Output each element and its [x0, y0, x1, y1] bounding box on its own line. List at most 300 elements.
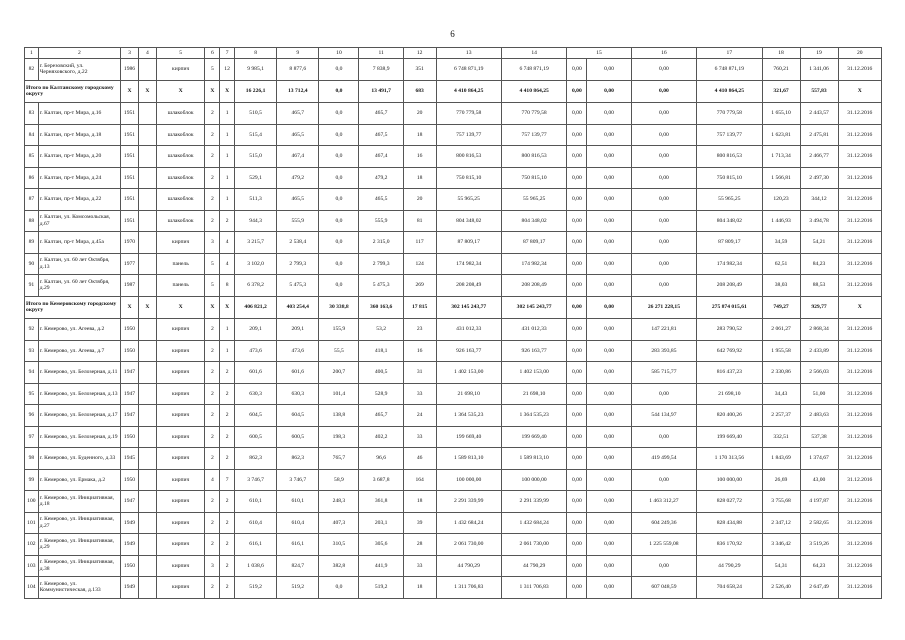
table-cell: 87 809,17 — [501, 232, 566, 254]
table-cell: кирпич — [156, 319, 205, 341]
table-cell: 467,5 — [359, 124, 403, 146]
table-cell: 926 163,77 — [436, 340, 501, 362]
table-cell: 406 821,2 — [234, 296, 276, 319]
table-cell: 30 338,8 — [319, 296, 359, 319]
table-cell: 1950 — [121, 555, 139, 577]
table-cell: 200,7 — [319, 362, 359, 384]
table-cell: 0,00 — [567, 577, 587, 599]
table-cell: 117 — [403, 232, 436, 254]
table-cell: 100 000,00 — [436, 469, 501, 491]
table-cell: 46 — [403, 448, 436, 470]
table-cell: 519,2 — [359, 577, 403, 599]
table-cell: 2 — [220, 383, 235, 405]
table-cell: 4 197,87 — [800, 491, 838, 513]
column-header: 8 — [234, 48, 276, 59]
table-cell: 96,6 — [359, 448, 403, 470]
table-cell: 862,3 — [234, 448, 276, 470]
table-cell: 0,00 — [567, 362, 587, 384]
table-cell: 199 669,40 — [501, 426, 566, 448]
table-cell: 51,00 — [800, 383, 838, 405]
table-cell: 800 816,53 — [436, 146, 501, 168]
table-cell: 749,27 — [762, 296, 800, 319]
row-number: 91 — [25, 275, 39, 297]
table-cell: 0,00 — [567, 232, 587, 254]
table-cell: 18 — [403, 124, 436, 146]
table-cell: 1 374,67 — [800, 448, 838, 470]
address-cell: г. Кемерово, ул. Инициативная, д.27 — [38, 512, 120, 534]
table-cell: 0,00 — [587, 59, 631, 81]
table-row — [25, 210, 882, 232]
table-cell: 610,4 — [277, 512, 319, 534]
table-cell: 84,23 — [800, 253, 838, 275]
table-cell: 0,00 — [567, 210, 587, 232]
table-cell: 944,3 — [234, 210, 276, 232]
table-cell: 0,0 — [319, 80, 359, 103]
address-cell: г. Кемерово, ул. Агеева, д.7 — [38, 340, 120, 362]
table-cell: 431 012,33 — [501, 319, 566, 341]
table-cell: 4 410 864,25 — [436, 80, 501, 103]
row-number: 104 — [25, 577, 39, 599]
table-cell: 0,00 — [631, 189, 696, 211]
table-row — [25, 426, 882, 448]
table-cell: 382,8 — [319, 555, 359, 577]
table-cell: 1949 — [121, 512, 139, 534]
address-cell: г. Кемерово, ул. Инициативная, д.38 — [38, 555, 120, 577]
table-cell: 601,6 — [277, 362, 319, 384]
table-cell: 0,00 — [587, 80, 631, 103]
table-cell: 3 746,7 — [277, 469, 319, 491]
table-cell: 0,00 — [587, 426, 631, 448]
table-cell: 0,00 — [631, 210, 696, 232]
table-cell: 31.12.2016 — [838, 319, 881, 341]
address-cell: г. Калтан, ул. 60 лет Октября, д.29 — [38, 275, 120, 297]
table-cell: 515,4 — [234, 124, 276, 146]
table-cell: 31 — [403, 362, 436, 384]
table-cell: 1 589 813,10 — [436, 448, 501, 470]
table-cell: 0,00 — [587, 405, 631, 427]
table-cell: 1987 — [121, 275, 139, 297]
table-cell: 269 — [403, 275, 436, 297]
table-cell: 0,00 — [567, 491, 587, 513]
table-cell: 465,7 — [277, 103, 319, 125]
table-row — [25, 124, 882, 146]
table-cell: 31.12.2016 — [838, 534, 881, 556]
table-cell: 601,6 — [234, 362, 276, 384]
table-cell: 610,4 — [234, 512, 276, 534]
table-cell: 13 491,7 — [359, 80, 403, 103]
table-cell: 467,4 — [277, 146, 319, 168]
column-header: 6 — [205, 48, 220, 59]
table-cell: 18 — [403, 577, 436, 599]
table-cell: 17 815 — [403, 296, 436, 319]
table-cell: 1 364 535,23 — [501, 405, 566, 427]
table-cell: 31.12.2016 — [838, 469, 881, 491]
table-cell: 3 102,0 — [234, 253, 276, 275]
table-cell: кирпич — [156, 469, 205, 491]
table-cell: 2 526,40 — [762, 577, 800, 599]
address-cell: г. Кемерово, ул. Буденного, д.33 — [38, 448, 120, 470]
table-cell: 64,23 — [800, 555, 838, 577]
table-cell: 3 755,68 — [762, 491, 800, 513]
table-cell: 2 — [220, 448, 235, 470]
table-cell — [138, 383, 156, 405]
table-cell: 630,3 — [277, 383, 319, 405]
table-cell: 3 346,42 — [762, 534, 800, 556]
table-row — [25, 189, 882, 211]
table-cell: 44 790,29 — [501, 555, 566, 577]
table-cell: 21 698,10 — [697, 383, 762, 405]
table-row — [25, 253, 882, 275]
address-cell: г. Кемерово, ул. Коммунистическая, д.133 — [38, 577, 120, 599]
table-cell: 18 — [403, 491, 436, 513]
row-number: 88 — [25, 210, 39, 232]
table-cell: 198,3 — [319, 426, 359, 448]
table-cell: 54,21 — [800, 232, 838, 254]
table-cell: 2 799,3 — [359, 253, 403, 275]
table-cell: 2 483,63 — [800, 405, 838, 427]
table-cell: 0,00 — [631, 232, 696, 254]
table-cell: 607 048,59 — [631, 577, 696, 599]
table-cell — [138, 448, 156, 470]
address-cell: г. Кемерово, ул. Агеева, д.2 — [38, 319, 120, 341]
table-cell: 0,00 — [587, 103, 631, 125]
table-cell: 2 315,0 — [359, 232, 403, 254]
row-number: 97 — [25, 426, 39, 448]
table-cell: 0,00 — [587, 362, 631, 384]
table-cell: 836 170,92 — [697, 534, 762, 556]
table-row — [25, 146, 882, 168]
table-cell: 6 748 871,19 — [501, 59, 566, 81]
table-cell: 0,00 — [567, 405, 587, 427]
table-cell: 0,00 — [567, 296, 587, 319]
table-cell: 3 215,7 — [234, 232, 276, 254]
table-cell: 1951 — [121, 167, 139, 189]
table-cell: 0,00 — [631, 253, 696, 275]
table-cell: 770 779,58 — [697, 103, 762, 125]
column-header: 13 — [436, 48, 501, 59]
table-cell: 750 815,10 — [436, 167, 501, 189]
table-cell: 862,3 — [277, 448, 319, 470]
table-cell — [138, 426, 156, 448]
table-cell: 0,0 — [319, 124, 359, 146]
table-cell: кирпич — [156, 577, 205, 599]
table-cell: 2 — [205, 512, 220, 534]
table-cell: 31.12.2016 — [838, 555, 881, 577]
table-cell: 31.12.2016 — [838, 210, 881, 232]
table-cell: 31.12.2016 — [838, 577, 881, 599]
table-cell: 0,00 — [587, 555, 631, 577]
table-cell: кирпич — [156, 491, 205, 513]
table-cell: 0,00 — [587, 491, 631, 513]
table-cell: 4 410 864,25 — [501, 80, 566, 103]
table-cell — [138, 103, 156, 125]
table-cell: 2 — [205, 146, 220, 168]
table-cell: 0,00 — [631, 80, 696, 103]
table-cell: 0,00 — [567, 426, 587, 448]
table-cell: 0,00 — [631, 124, 696, 146]
table-cell — [138, 555, 156, 577]
table-cell: 479,2 — [359, 167, 403, 189]
table-cell: 3 746,7 — [234, 469, 276, 491]
table-cell: 5 — [205, 59, 220, 81]
table-cell: 804 348,02 — [436, 210, 501, 232]
table-cell: 53,2 — [359, 319, 403, 341]
table-cell: 1 402 153,00 — [501, 362, 566, 384]
column-header: 2 — [38, 48, 120, 59]
address-cell: г. Калтан, ул. Комсомольская, д.67 — [38, 210, 120, 232]
table-cell: 54,31 — [762, 555, 800, 577]
table-cell: 683 — [403, 80, 436, 103]
table-cell: 164 — [403, 469, 436, 491]
table-cell: 1 311 706,83 — [501, 577, 566, 599]
table-cell: 310,5 — [319, 534, 359, 556]
table-cell: 5 475,3 — [359, 275, 403, 297]
table-cell: 604,5 — [234, 405, 276, 427]
table-cell: 400,5 — [359, 362, 403, 384]
table-cell: 2 061,27 — [762, 319, 800, 341]
table-cell: 2 — [205, 577, 220, 599]
subtotal-row — [25, 296, 882, 319]
table-cell: 199 669,40 — [697, 426, 762, 448]
table-cell: 9 985,1 — [234, 59, 276, 81]
table-cell: 0,0 — [319, 275, 359, 297]
table-cell: 2 — [220, 405, 235, 427]
table-cell: 21 698,10 — [501, 383, 566, 405]
table-cell: X — [121, 80, 139, 103]
table-cell: 519,2 — [277, 577, 319, 599]
table-cell: 3 — [205, 555, 220, 577]
table-cell: 2 — [220, 512, 235, 534]
table-cell: 757 139,77 — [697, 124, 762, 146]
table-cell: 770 779,58 — [436, 103, 501, 125]
row-number: 87 — [25, 189, 39, 211]
row-number: 86 — [25, 167, 39, 189]
table-cell: 1 655,10 — [762, 103, 800, 125]
table-cell: кирпич — [156, 512, 205, 534]
table-cell: 465,5 — [277, 189, 319, 211]
table-cell: 16 — [403, 340, 436, 362]
table-cell: 248,3 — [319, 491, 359, 513]
table-cell: 0,00 — [567, 512, 587, 534]
address-cell: г. Кемерово, ул. Инициативная, д.18 — [38, 491, 120, 513]
table-cell: 20 — [403, 103, 436, 125]
row-number: 83 — [25, 103, 39, 125]
table-cell: 0,00 — [567, 80, 587, 103]
table-cell — [138, 210, 156, 232]
table-cell: 344,12 — [800, 189, 838, 211]
table-cell: 3 687,8 — [359, 469, 403, 491]
table-cell: 2 — [205, 491, 220, 513]
table-cell: 58,9 — [319, 469, 359, 491]
table-cell — [138, 59, 156, 81]
table-cell: 2 497,30 — [800, 167, 838, 189]
table-cell: 765,7 — [319, 448, 359, 470]
table-cell: 155,9 — [319, 319, 359, 341]
table-cell: 20 — [403, 189, 436, 211]
row-number: 92 — [25, 319, 39, 341]
table-cell: 642 769,92 — [697, 340, 762, 362]
table-cell: 0,0 — [319, 146, 359, 168]
table-cell: 208 208,49 — [697, 275, 762, 297]
table-cell: 1945 — [121, 448, 139, 470]
table-cell: 43,00 — [800, 469, 838, 491]
table-cell: 0,00 — [587, 253, 631, 275]
table-cell: 0,00 — [631, 275, 696, 297]
table-cell: 2 — [220, 210, 235, 232]
table-cell: 283 790,52 — [697, 319, 762, 341]
table-cell: 62,51 — [762, 253, 800, 275]
table-cell: 473,6 — [277, 340, 319, 362]
table-cell: 929,77 — [800, 296, 838, 319]
table-cell: 124 — [403, 253, 436, 275]
table-cell: 1986 — [121, 59, 139, 81]
table-cell: 2 — [205, 383, 220, 405]
table-cell: 1947 — [121, 405, 139, 427]
table-cell: панель — [156, 275, 205, 297]
table-cell: 1970 — [121, 232, 139, 254]
table-cell: 34,59 — [762, 232, 800, 254]
table-cell: X — [838, 80, 881, 103]
table-row — [25, 448, 882, 470]
table-cell: 0,00 — [567, 319, 587, 341]
table-row — [25, 534, 882, 556]
table-cell: 100 000,00 — [697, 469, 762, 491]
table-cell: 0,0 — [319, 103, 359, 125]
table-cell: 0,00 — [567, 146, 587, 168]
table-cell: 0,00 — [587, 124, 631, 146]
table-cell: 1950 — [121, 426, 139, 448]
table-cell: 26,69 — [762, 469, 800, 491]
table-cell: 1 — [220, 319, 235, 341]
table-cell: 750 815,10 — [697, 167, 762, 189]
table-cell: 2 — [220, 491, 235, 513]
table-cell: 87 809,17 — [697, 232, 762, 254]
table-cell: 473,6 — [234, 340, 276, 362]
table-cell: 824,7 — [277, 555, 319, 577]
table-cell: 209,1 — [234, 319, 276, 341]
table-cell: 2 291 339,99 — [501, 491, 566, 513]
table-cell: 16 — [403, 146, 436, 168]
table-cell: 33 — [403, 426, 436, 448]
header-row — [25, 48, 882, 59]
table-cell: 537,38 — [800, 426, 838, 448]
column-header: 14 — [501, 48, 566, 59]
table-cell: 600,5 — [234, 426, 276, 448]
table-row — [25, 232, 882, 254]
table-cell: 44 790,29 — [436, 555, 501, 577]
table-row — [25, 577, 882, 599]
table-cell: шлакоблок — [156, 124, 205, 146]
table-cell: 3 494,78 — [800, 210, 838, 232]
table-cell: 1951 — [121, 124, 139, 146]
table-cell: 770 779,58 — [501, 103, 566, 125]
column-header: 11 — [359, 48, 403, 59]
table-cell: 585 715,77 — [631, 362, 696, 384]
table-cell: 5 475,3 — [277, 275, 319, 297]
table-cell: 360 163,6 — [359, 296, 403, 319]
table-cell: 465,5 — [359, 189, 403, 211]
table-cell: 1 — [220, 146, 235, 168]
table-cell: 31.12.2016 — [838, 275, 881, 297]
table-cell — [138, 146, 156, 168]
column-header: 3 — [121, 48, 139, 59]
table-cell: 1 463 312,27 — [631, 491, 696, 513]
table-cell: X — [205, 80, 220, 103]
table-cell: 31.12.2016 — [838, 340, 881, 362]
table-cell — [138, 189, 156, 211]
subtotal-label: Итого по Калтанскому городскому округу — [25, 80, 121, 103]
table-cell: 1951 — [121, 210, 139, 232]
column-header: 1 — [25, 48, 39, 59]
table-cell: 0,00 — [567, 189, 587, 211]
table-cell: 407,3 — [319, 512, 359, 534]
table-cell: 926 163,77 — [501, 340, 566, 362]
table-cell: кирпич — [156, 534, 205, 556]
table-cell — [138, 340, 156, 362]
table-cell: 804 348,02 — [501, 210, 566, 232]
table-cell: 8 877,6 — [277, 59, 319, 81]
table-cell: 0,0 — [319, 210, 359, 232]
address-cell: г. Кемерово, ул. Инициативная, д.29 — [38, 534, 120, 556]
table-cell: 38,03 — [762, 275, 800, 297]
table-cell: 21 698,10 — [436, 383, 501, 405]
table-cell: 2 538,4 — [277, 232, 319, 254]
table-cell: 1 713,34 — [762, 146, 800, 168]
table-row — [25, 319, 882, 341]
table-cell: X — [838, 296, 881, 319]
table-cell — [138, 405, 156, 427]
table-cell: 2 — [205, 189, 220, 211]
table-cell: 800 816,53 — [501, 146, 566, 168]
table-cell: 1950 — [121, 319, 139, 341]
table-cell: 31.12.2016 — [838, 146, 881, 168]
table-row — [25, 59, 882, 81]
table-cell: 2 — [205, 534, 220, 556]
address-cell: г. Кемерово, ул. Белозерная, д.19 — [38, 426, 120, 448]
table-cell: 1 170 313,56 — [697, 448, 762, 470]
table-cell: 0,00 — [587, 296, 631, 319]
table-cell: 283 393,85 — [631, 340, 696, 362]
table-cell: 750 815,10 — [501, 167, 566, 189]
table-cell: 31.12.2016 — [838, 405, 881, 427]
table-cell: 2 582,65 — [800, 512, 838, 534]
table-cell: 604 249,36 — [631, 512, 696, 534]
table-cell: 1 311 706,83 — [436, 577, 501, 599]
subtotal-label: Итого по Кемеровскому городскому округу — [25, 296, 121, 319]
table-cell: 2 — [205, 405, 220, 427]
table-cell: 275 874 015,61 — [697, 296, 762, 319]
table-cell: 0,00 — [567, 253, 587, 275]
table-cell — [138, 319, 156, 341]
table-cell: 2 — [205, 426, 220, 448]
table-cell: 519,2 — [234, 577, 276, 599]
table-cell: 0,00 — [567, 124, 587, 146]
table-cell: 2 433,89 — [800, 340, 838, 362]
table-cell — [138, 577, 156, 599]
table-cell: 2 347,12 — [762, 512, 800, 534]
table-cell: 0,00 — [587, 167, 631, 189]
table-cell: кирпич — [156, 383, 205, 405]
table-cell: 0,00 — [631, 555, 696, 577]
table-cell: 1 — [220, 189, 235, 211]
table-cell: 528,9 — [359, 383, 403, 405]
table-cell: 33 — [403, 383, 436, 405]
table-row — [25, 383, 882, 405]
table-cell: X — [138, 296, 156, 319]
table-cell: X — [220, 296, 235, 319]
table-cell — [138, 253, 156, 275]
table-cell: 2 257,37 — [762, 405, 800, 427]
